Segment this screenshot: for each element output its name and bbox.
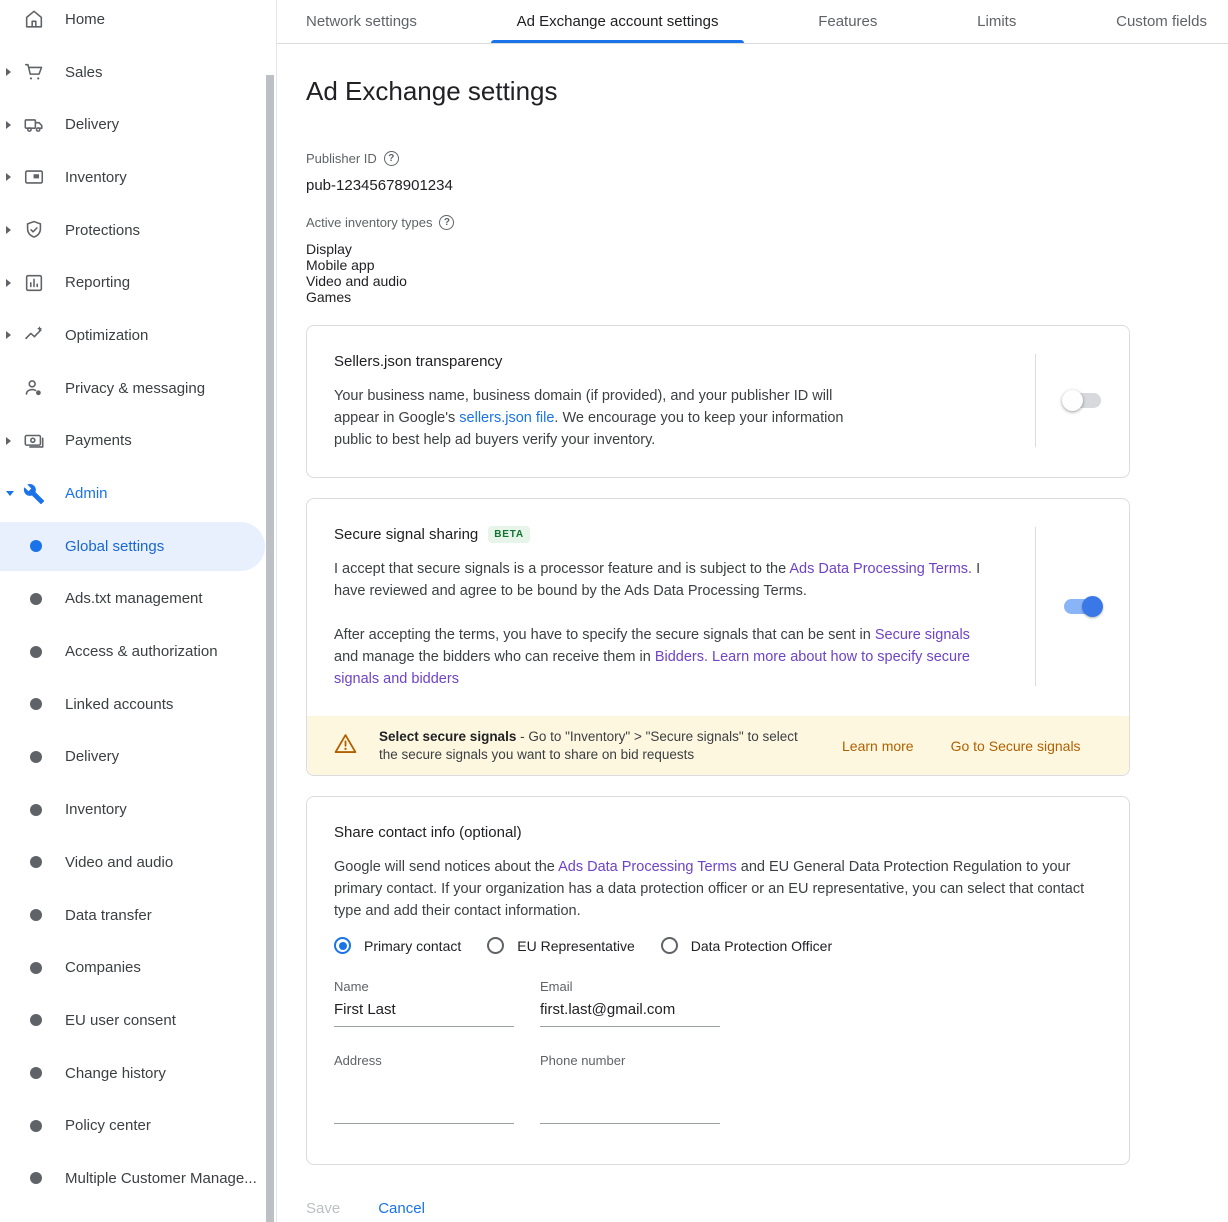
save-button[interactable]: Save [306, 1200, 341, 1217]
inventory-types-list [306, 241, 1228, 305]
sidebar-subitem-label: Policy center [65, 1117, 151, 1135]
footer-actions [306, 1200, 1228, 1217]
publisher-id-label-row [306, 151, 1228, 166]
toggle-knob [1062, 390, 1083, 411]
sidebar-item-privacy-messaging[interactable] [0, 362, 276, 415]
warning-detail-text: - Go to "Inventory" > "Secure signals" to select the secure signals you want to share on bid requests [379, 729, 798, 762]
inventory-type-item: Display [306, 241, 352, 257]
sidebar-item-delivery-sub[interactable] [0, 731, 276, 784]
paragraph-text: Google will send notices about the [334, 859, 559, 875]
sidebar-subitem-label: Access & authorization [65, 643, 218, 661]
sellers-json-card [306, 325, 1130, 478]
sidebar-subitem-label: Video and audio [65, 853, 174, 871]
publisher-id-value: pub-12345678901234 [306, 177, 453, 194]
sidebar-item-data-transfer[interactable] [0, 889, 276, 942]
sidebar-item-home[interactable] [0, 0, 276, 46]
expand-arrow-icon[interactable] [6, 173, 22, 181]
sidebar-item-protections[interactable] [0, 204, 276, 257]
bullet-icon [30, 1172, 42, 1184]
warning-text [379, 728, 814, 763]
name-input[interactable] [334, 994, 514, 1027]
expand-arrow-icon[interactable] [6, 279, 22, 287]
sellers-json-toggle[interactable] [1064, 393, 1101, 408]
card-description [334, 385, 879, 451]
sidebar-item-label: Optimization [65, 326, 149, 344]
sidebar-item-eu-user-consent[interactable] [0, 994, 276, 1047]
expand-arrow-icon[interactable] [6, 68, 22, 76]
name-field-group [334, 979, 514, 1027]
sidebar-item-label: Delivery [65, 116, 120, 134]
tab-custom-fields[interactable]: Custom fields [1116, 13, 1207, 30]
collapse-arrow-icon[interactable] [6, 491, 22, 496]
truck-icon [22, 113, 46, 137]
radio-label: Primary contact [364, 937, 462, 954]
bullet-icon [30, 646, 42, 658]
sidebar-item-label: Inventory [65, 168, 127, 186]
inventory-icon [22, 165, 46, 189]
radio-label: Data Protection Officer [690, 937, 833, 954]
sidebar-subitem-label: Multiple Customer Manage... [65, 1169, 257, 1187]
bullet-icon [30, 698, 42, 710]
warning-banner [307, 716, 1129, 775]
wrench-icon [22, 482, 46, 506]
address-label: Address [334, 1053, 382, 1068]
person-icon [22, 376, 46, 400]
sidebar-item-global-settings[interactable] [0, 520, 276, 573]
inventory-types-label: Active inventory types [306, 215, 433, 230]
learn-more-specify-link[interactable]: Learn more about how to specify secure signals and bidders [334, 649, 970, 687]
inventory-type-item: Mobile app [306, 257, 375, 273]
warning-bold-text: Select secure signals [379, 729, 517, 744]
sidebar-item-label: Payments [65, 432, 132, 450]
sidebar-item-admin[interactable] [0, 467, 276, 520]
sidebar-subitem-label: EU user consent [65, 1011, 176, 1029]
bullet-icon [30, 962, 42, 974]
address-input[interactable] [334, 1068, 514, 1124]
expand-arrow-icon[interactable] [6, 331, 22, 339]
bidders-link[interactable]: Bidders. [654, 649, 709, 665]
bullet-icon [30, 593, 42, 605]
description-text: Your business name, business domain (if provided), and your publisher ID will appear in Google's [334, 388, 833, 426]
contact-description [334, 856, 1105, 922]
bullet-icon [30, 1067, 42, 1079]
shield-icon [22, 218, 46, 242]
sidebar-subitem-label: Companies [65, 959, 141, 977]
sidebar-nav [0, 0, 276, 1205]
address-field-group [334, 1053, 514, 1124]
radio-primary-contact[interactable] [334, 937, 461, 954]
sidebar-subitem-label: Linked accounts [65, 695, 174, 713]
sidebar [0, 0, 277, 1222]
contact-type-radio-group [334, 937, 1105, 954]
sidebar-scrollbar[interactable] [266, 75, 274, 1222]
sidebar-item-linked-accounts[interactable] [0, 678, 276, 731]
sidebar-item-sales[interactable] [0, 46, 276, 99]
tab-features[interactable]: Features [818, 13, 878, 30]
bullet-icon [30, 1014, 42, 1026]
sidebar-subitem-label: Inventory [65, 801, 127, 819]
bullet-icon [30, 804, 42, 816]
sidebar-item-inventory[interactable] [0, 151, 276, 204]
sidebar-item-delivery[interactable] [0, 98, 276, 151]
expand-arrow-icon[interactable] [6, 437, 22, 445]
tab-limits[interactable]: Limits [977, 13, 1017, 30]
sidebar-item-label: Protections [65, 221, 141, 239]
sidebar-item-label: Reporting [65, 274, 131, 292]
paragraph-text: and manage the bidders who can receive them in [334, 649, 655, 665]
help-icon[interactable]: ? [439, 215, 454, 230]
card-title: Secure signal sharing [334, 526, 479, 543]
description-text: . We encourage you to keep your information public to best help ad buyers verify your inventory. [334, 410, 844, 448]
learn-more-link[interactable]: Learn more [842, 737, 914, 754]
radio-icon[interactable] [661, 937, 678, 954]
sidebar-subitem-label: Ads.txt management [65, 590, 203, 608]
contact-fields [334, 979, 754, 1124]
sidebar-item-payments[interactable] [0, 415, 276, 468]
secure-signals-link[interactable]: Secure signals [874, 627, 970, 643]
sidebar-subitem-label: Delivery [65, 748, 120, 766]
phone-number-input[interactable] [540, 1068, 720, 1124]
email-field-group [540, 979, 720, 1027]
bar-chart-icon [22, 271, 46, 295]
inventory-type-item: Games [306, 289, 352, 305]
radio-label: EU Representative [517, 937, 635, 954]
ads-data-processing-terms-link[interactable]: Ads Data Processing Terms. [789, 561, 973, 577]
warning-icon [334, 733, 357, 759]
content [277, 44, 1228, 1217]
go-to-secure-signals-link[interactable]: Go to Secure signals [950, 737, 1081, 754]
after-terms-paragraph [334, 624, 989, 690]
payments-icon [22, 429, 46, 453]
sidebar-item-label: Admin [65, 485, 108, 503]
active-inventory-types-block [306, 215, 1228, 305]
share-contact-info-card [306, 796, 1130, 1165]
expand-arrow-icon[interactable] [6, 226, 22, 234]
cancel-button[interactable]: Cancel [378, 1200, 425, 1217]
sidebar-item-label: Home [65, 10, 106, 28]
tab-ad-exchange-account-settings[interactable]: Ad Exchange account settings [491, 0, 745, 43]
inventory-types-label-row [306, 215, 1228, 230]
sellers-json-file-link[interactable]: sellers.json file [459, 410, 555, 426]
sidebar-item-change-history[interactable] [0, 1047, 276, 1100]
sidebar-item-policy-center[interactable] [0, 1099, 276, 1152]
sidebar-item-reporting[interactable] [0, 256, 276, 309]
sidebar-item-video-and-audio[interactable] [0, 836, 276, 889]
paragraph-text: I accept that secure signals is a processor feature and is subject to the [334, 561, 790, 577]
publisher-id-label: Publisher ID [306, 151, 377, 166]
publisher-id-block [306, 151, 1228, 194]
toggle-knob [1082, 596, 1103, 617]
sidebar-subitem-label: Change history [65, 1064, 166, 1082]
sidebar-item-label: Privacy & messaging [65, 379, 206, 397]
warning-links [842, 738, 1081, 754]
phone-number-label: Phone number [540, 1053, 626, 1068]
home-icon [22, 7, 46, 31]
paragraph-text: and EU General Data Protection Regulation to your primary contact. If your organization has a data protection officer or an EU representative, you can select that contact type and add their contact information. [334, 859, 1085, 919]
email-input[interactable] [540, 994, 720, 1027]
sidebar-item-companies[interactable] [0, 941, 276, 994]
name-label: Name [334, 979, 369, 994]
radio-icon[interactable] [487, 937, 504, 954]
trending-icon [22, 323, 46, 347]
sidebar-item-access-authorization[interactable] [0, 625, 276, 678]
email-label: Email [540, 979, 573, 994]
ads-data-processing-terms-link[interactable]: Ads Data Processing Terms [558, 859, 737, 875]
bullet-icon [30, 856, 42, 868]
phone-field-group [540, 1053, 720, 1124]
toggle-section [1035, 354, 1129, 447]
sidebar-item-inventory-sub[interactable] [0, 783, 276, 836]
cart-icon [22, 60, 46, 84]
sidebar-item-ads-txt-management[interactable] [0, 573, 276, 626]
sidebar-item-optimization[interactable] [0, 309, 276, 362]
bullet-icon [30, 751, 42, 763]
tab-bar [277, 0, 1228, 44]
secure-signal-sharing-card [306, 498, 1130, 776]
paragraph-text: After accepting the terms, you have to specify the secure signals that can be sent in [334, 627, 875, 643]
page-title: Ad Exchange settings [306, 76, 558, 106]
card-title: Sellers.json transparency [334, 353, 503, 370]
sidebar-item-multiple-customer-management[interactable] [0, 1152, 276, 1205]
bullet-icon [30, 1120, 42, 1132]
sidebar-subitem-label: Data transfer [65, 906, 152, 924]
secure-signal-toggle[interactable] [1064, 599, 1101, 614]
main-area [277, 0, 1228, 1222]
toggle-section [1035, 527, 1129, 686]
help-icon[interactable]: ? [384, 151, 399, 166]
tab-network-settings[interactable]: Network settings [306, 13, 417, 30]
inventory-type-item: Video and audio [306, 273, 407, 289]
card-title: Share contact info (optional) [334, 824, 522, 841]
radio-data-protection-officer[interactable] [661, 937, 832, 954]
bullet-icon [30, 909, 42, 921]
beta-badge: BETA [488, 526, 530, 543]
terms-paragraph [334, 558, 989, 602]
paragraph-text: I have reviewed and agree to be bound by the Ads Data Processing Terms. [334, 561, 981, 599]
sidebar-item-label: Sales [65, 63, 103, 81]
radio-icon[interactable] [334, 937, 351, 954]
sidebar-subitem-label: Global settings [65, 537, 165, 555]
expand-arrow-icon[interactable] [6, 121, 22, 129]
radio-eu-representative[interactable] [487, 937, 635, 954]
